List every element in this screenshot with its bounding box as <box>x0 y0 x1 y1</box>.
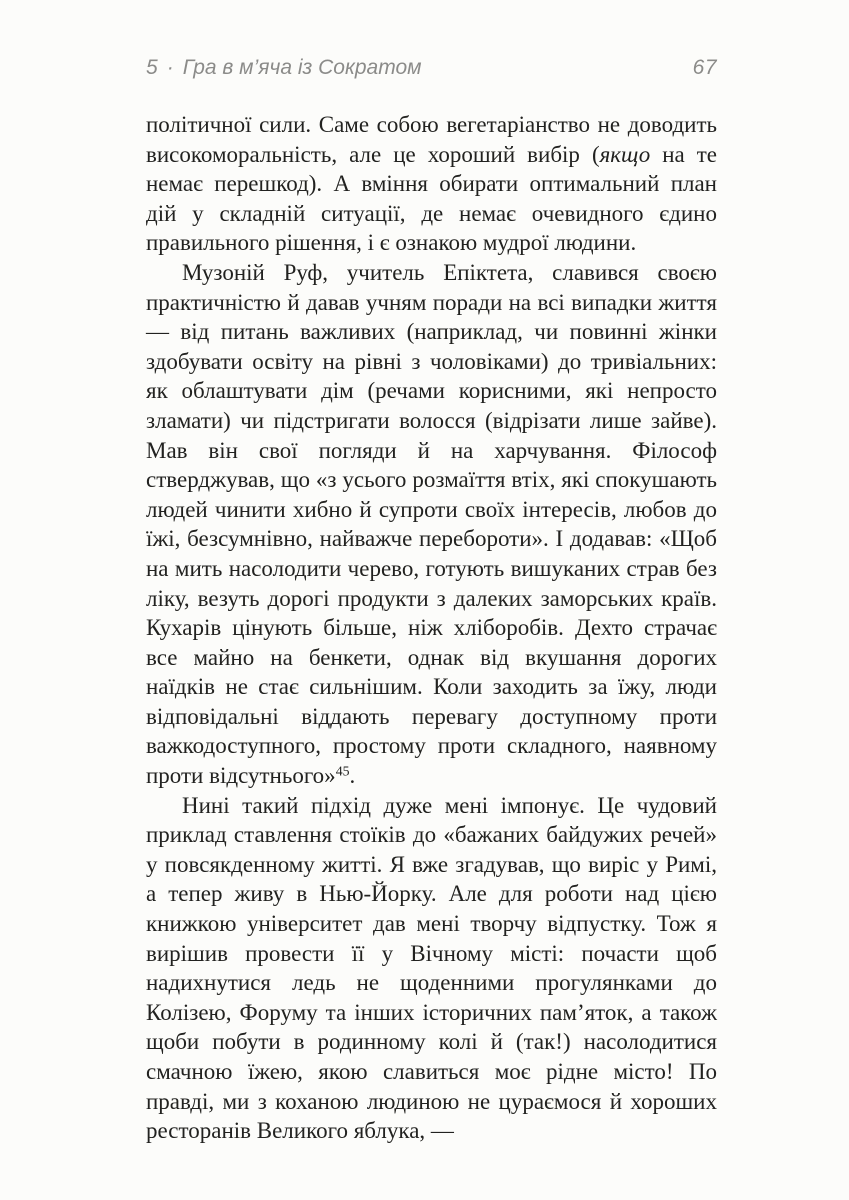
body-text <box>146 110 717 1146</box>
text-segment: політичної сили. Саме собою вегетаріанство не доводить високоморальність, але це хороший вибір ( <box>146 112 717 167</box>
page-number: 67 <box>692 56 717 79</box>
header-separator: · <box>166 56 174 79</box>
text-segment: якщо <box>599 141 651 167</box>
paragraph <box>146 791 717 1146</box>
text-segment: Нині такий підхід дуже мені імпонує. Це чудовий приклад ставлення стоїків до «бажаних байдужих речей» у повсякденному житті. Я вже згадував, що виріс у Римі, а тепер живу в Нью-Йорку. Але для роботи над цією книжкою університет дав мені творчу відпустку. Тож я вирішив провести її у Вічному місті: почасти щоб надихнутися ледь не щоденними прогулянками до Колізею, Форуму та інших історичних пам’яток, а також щоби побути в родинному колі й (так!) насолодитися смачною їжею, якою славиться моє рідне місто! По правді, ми з коханою людиною не цураємося й хороших ресторанів Великого яблука, — <box>146 792 717 1144</box>
paragraph <box>146 110 717 258</box>
footnote-marker: 45 <box>335 763 350 779</box>
chapter-title: Гра в м’яча із Сократом <box>182 56 422 79</box>
running-head <box>146 56 422 80</box>
text-segment: Музоній Руф, учитель Епіктета, славився своєю практичністю й давав учням поради на всі випадки життя — від питань важливих (наприклад, чи повинні жінки здобувати освіту на рівні з чоловіками) до тривіальних: як облаштувати дім (речами корисними, які непросто зламати) чи підстригати волосся (відрізати лише зайве). Мав він свої погляди й на харчування. Філософ стверджував, що «з усього розмаїття втіх, які спокушають людей чинити хибно й супроти своїх інтересів, любов до їжі, безсумнівно, найважче перебороти». І додавав: «Щоб на мить насолодити черево, готують вишуканих страв без ліку, везуть дорогі продукти з далеких заморських країв. Кухарів цінують більше, ніж хліборобів. Дехто страчає все майно на бенкети, однак від вкушання дорогих наїдків не стає сильнішим. Коли заходить за їжу, люди відповідальні віддають перевагу доступному проти важкодоступного, простому проти складного, наявному проти відсутнього» <box>146 259 717 789</box>
page-header <box>146 56 717 80</box>
paragraph <box>146 258 717 791</box>
text-segment: на те немає перешкод). А вміння обирати оптимальний план дій у складній ситуації, де немає очевидного єдино правильного рішення, і є ознакою мудрої людини. <box>146 141 717 256</box>
text-segment: . <box>349 763 356 789</box>
chapter-number: 5 <box>146 56 158 79</box>
